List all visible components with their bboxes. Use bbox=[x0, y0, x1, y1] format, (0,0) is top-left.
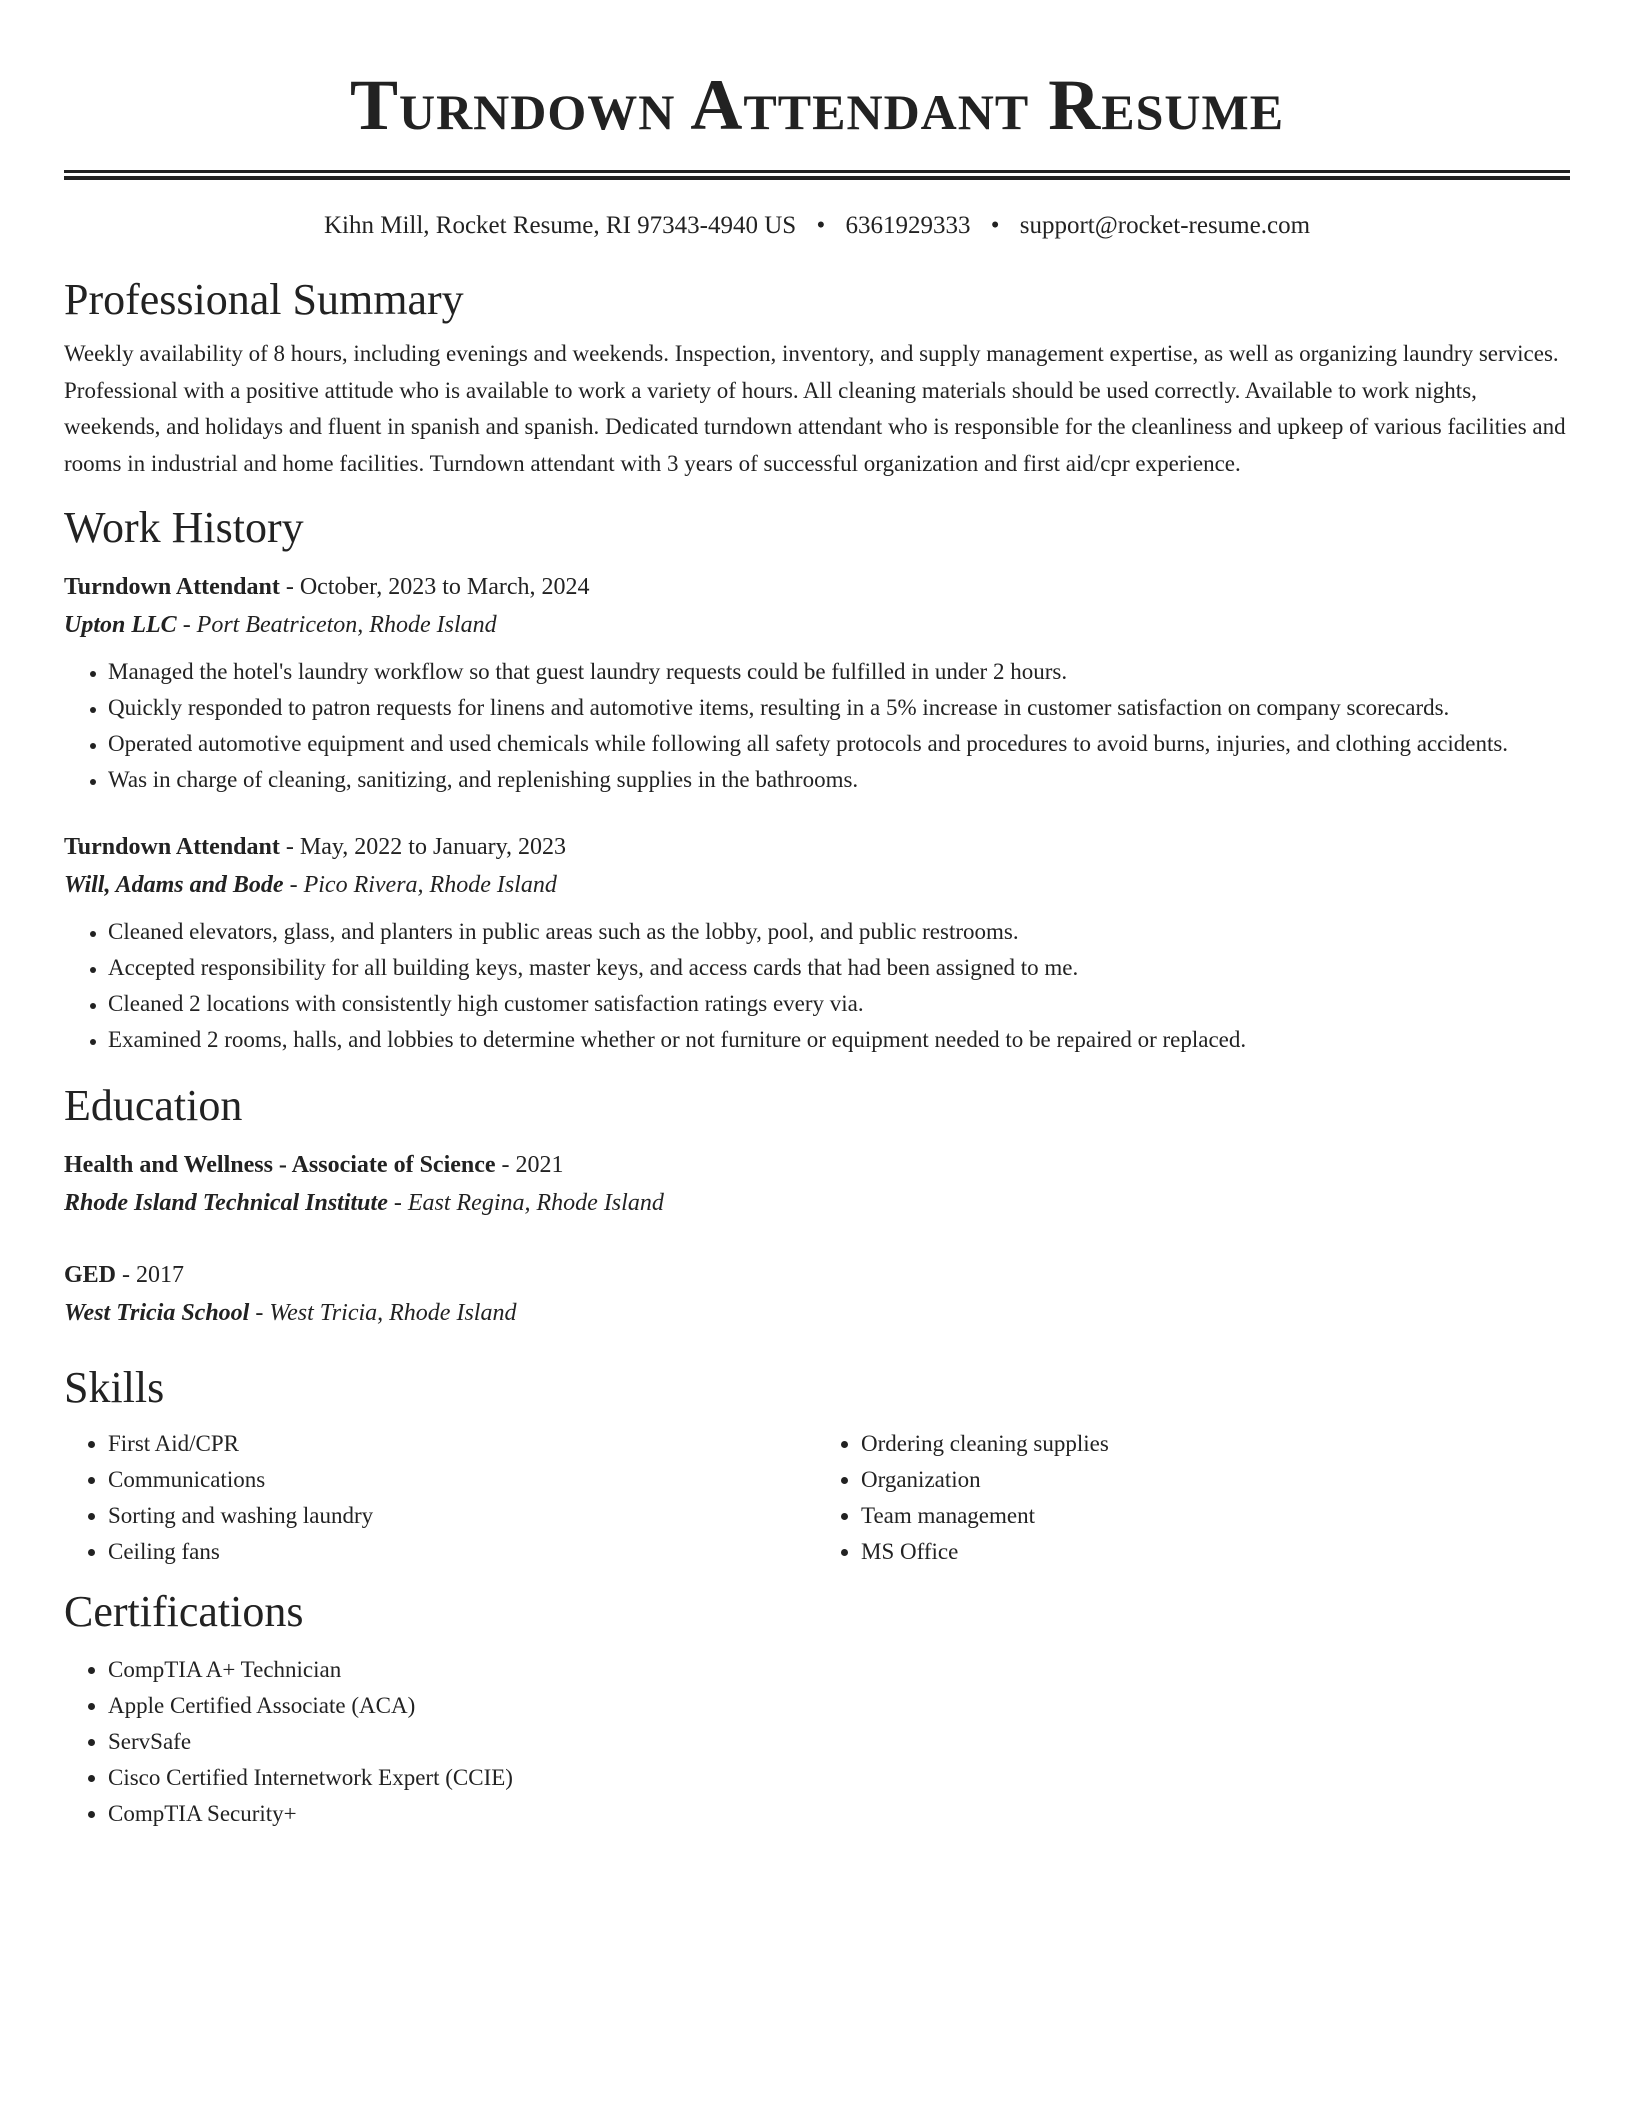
list-item: • First Aid/CPR bbox=[108, 1426, 817, 1462]
job-bullets bbox=[64, 914, 1570, 1058]
certifications-list bbox=[64, 1652, 1570, 1832]
list-item: • Cleaned elevators, glass, and planters in public areas such as the lobby, pool, and public restrooms. bbox=[108, 914, 1570, 950]
list-item: • ServSafe bbox=[108, 1724, 1570, 1760]
list-item: • Ordering cleaning supplies bbox=[861, 1426, 1570, 1462]
education-entry bbox=[64, 1146, 1570, 1222]
list-item: • Sorting and washing laundry bbox=[108, 1498, 817, 1534]
education-school: Rhode Island Technical Institute bbox=[64, 1190, 388, 1216]
contact-address: Kihn Mill, Rocket Resume, RI 97343-4940 US bbox=[323, 212, 797, 239]
education-year: - 2017 bbox=[116, 1262, 185, 1288]
job-bullets bbox=[64, 654, 1570, 798]
education-school-line bbox=[64, 1294, 1570, 1332]
job-company: Upton LLC bbox=[64, 612, 177, 638]
education-year: - 2021 bbox=[495, 1152, 564, 1178]
job-employer-line bbox=[64, 866, 1570, 904]
skills-columns bbox=[64, 1426, 1570, 1570]
list-item: • Quickly responded to patron requests for linens and automotive items, resulting in a 5% increase in customer satisfaction on company scorecards. bbox=[108, 690, 1570, 726]
contact-phone: 6361929333 bbox=[845, 212, 971, 239]
job-location: - Pico Rivera, Rhode Island bbox=[283, 872, 557, 898]
list-item: • Accepted responsibility for all building keys, master keys, and access cards that had been assigned to me. bbox=[108, 950, 1570, 986]
education-location: - East Regina, Rhode Island bbox=[387, 1190, 664, 1216]
job-header bbox=[64, 828, 1570, 866]
contact-email: support@rocket-resume.com bbox=[1019, 212, 1311, 239]
list-item: • CompTIA A+ Technician bbox=[108, 1652, 1570, 1688]
contact-separator: • bbox=[816, 212, 826, 239]
summary-heading: Professional Summary bbox=[64, 275, 464, 324]
job-dates: - May, 2022 to January, 2023 bbox=[279, 834, 567, 860]
certifications-section bbox=[64, 1584, 1570, 1832]
list-item: • Cisco Certified Internetwork Expert (CCIE) bbox=[108, 1760, 1570, 1796]
work-history-heading: Work History bbox=[64, 503, 304, 552]
job-title: Turndown Attendant bbox=[64, 834, 280, 860]
list-item: • Apple Certified Associate (ACA) bbox=[108, 1688, 1570, 1724]
job-header bbox=[64, 568, 1570, 606]
list-item: • Operated automotive equipment and used chemicals while following all safety protocols and procedures to avoid burns, injuries, and clothing accidents. bbox=[108, 726, 1570, 762]
resume-title: Turndown Attendant Resume bbox=[349, 65, 1285, 145]
skills-section bbox=[64, 1360, 1570, 1570]
list-item: • CompTIA Security+ bbox=[108, 1796, 1570, 1832]
list-item: • Organization bbox=[861, 1462, 1570, 1498]
list-item: • Communications bbox=[108, 1462, 817, 1498]
list-item: • Ceiling fans bbox=[108, 1534, 817, 1570]
education-school-line bbox=[64, 1184, 1570, 1222]
skills-heading: Skills bbox=[64, 1363, 165, 1412]
education-entry bbox=[64, 1256, 1570, 1332]
list-item: • Team management bbox=[861, 1498, 1570, 1534]
job-entry bbox=[64, 828, 1570, 1058]
resume-page bbox=[64, 0, 1570, 1832]
title-double-rule bbox=[64, 170, 1570, 180]
contact-line bbox=[64, 210, 1570, 242]
list-item: • Was in charge of cleaning, sanitizing, and replenishing supplies in the bathrooms. bbox=[108, 762, 1570, 798]
certifications-heading: Certifications bbox=[64, 1587, 304, 1636]
summary-text: Weekly availability of 8 hours, including evenings and weekends. Inspection, inventory, and supply management expertise, as well as organizing laundry services. Professional with a positive attitude who is available to work a variety of hours. All cleaning materials should be used correctly. Available to work nights, weekends, and holidays and fluent in spanish and spanish. Dedicated turndown attendant who is responsible for the cleanliness and upkeep of various facilities and rooms in industrial and home facilities. Turndown attendant with 3 years of successful organization and first aid/cpr experience. bbox=[64, 341, 1566, 476]
job-employer-line bbox=[64, 606, 1570, 644]
education-heading: Education bbox=[64, 1081, 243, 1130]
job-dates: - October, 2023 to March, 2024 bbox=[279, 574, 590, 600]
skills-list-left bbox=[64, 1426, 817, 1570]
education-location: - West Tricia, Rhode Island bbox=[249, 1300, 517, 1326]
job-title: Turndown Attendant bbox=[64, 574, 280, 600]
list-item: • Cleaned 2 locations with consistently high customer satisfaction ratings every via. bbox=[108, 986, 1570, 1022]
skills-list-right bbox=[817, 1426, 1570, 1570]
education-degree: Health and Wellness - Associate of Science bbox=[64, 1152, 496, 1178]
list-item: • MS Office bbox=[861, 1534, 1570, 1570]
job-location: - Port Beatriceton, Rhode Island bbox=[176, 612, 497, 638]
education-header bbox=[64, 1256, 1570, 1294]
education-section bbox=[64, 1078, 1570, 1332]
list-item: • Managed the hotel's laundry workflow so that guest laundry requests could be fulfilled in under 2 hours. bbox=[108, 654, 1570, 690]
contact-separator: • bbox=[990, 212, 1000, 239]
summary-section bbox=[64, 272, 1570, 482]
education-header bbox=[64, 1146, 1570, 1184]
education-school: West Tricia School bbox=[64, 1300, 250, 1326]
job-company: Will, Adams and Bode bbox=[64, 872, 284, 898]
education-degree: GED bbox=[64, 1262, 117, 1288]
work-history-section bbox=[64, 500, 1570, 1058]
job-entry bbox=[64, 568, 1570, 798]
list-item: • Examined 2 rooms, halls, and lobbies to determine whether or not furniture or equipment needed to be repaired or replaced. bbox=[108, 1022, 1570, 1058]
